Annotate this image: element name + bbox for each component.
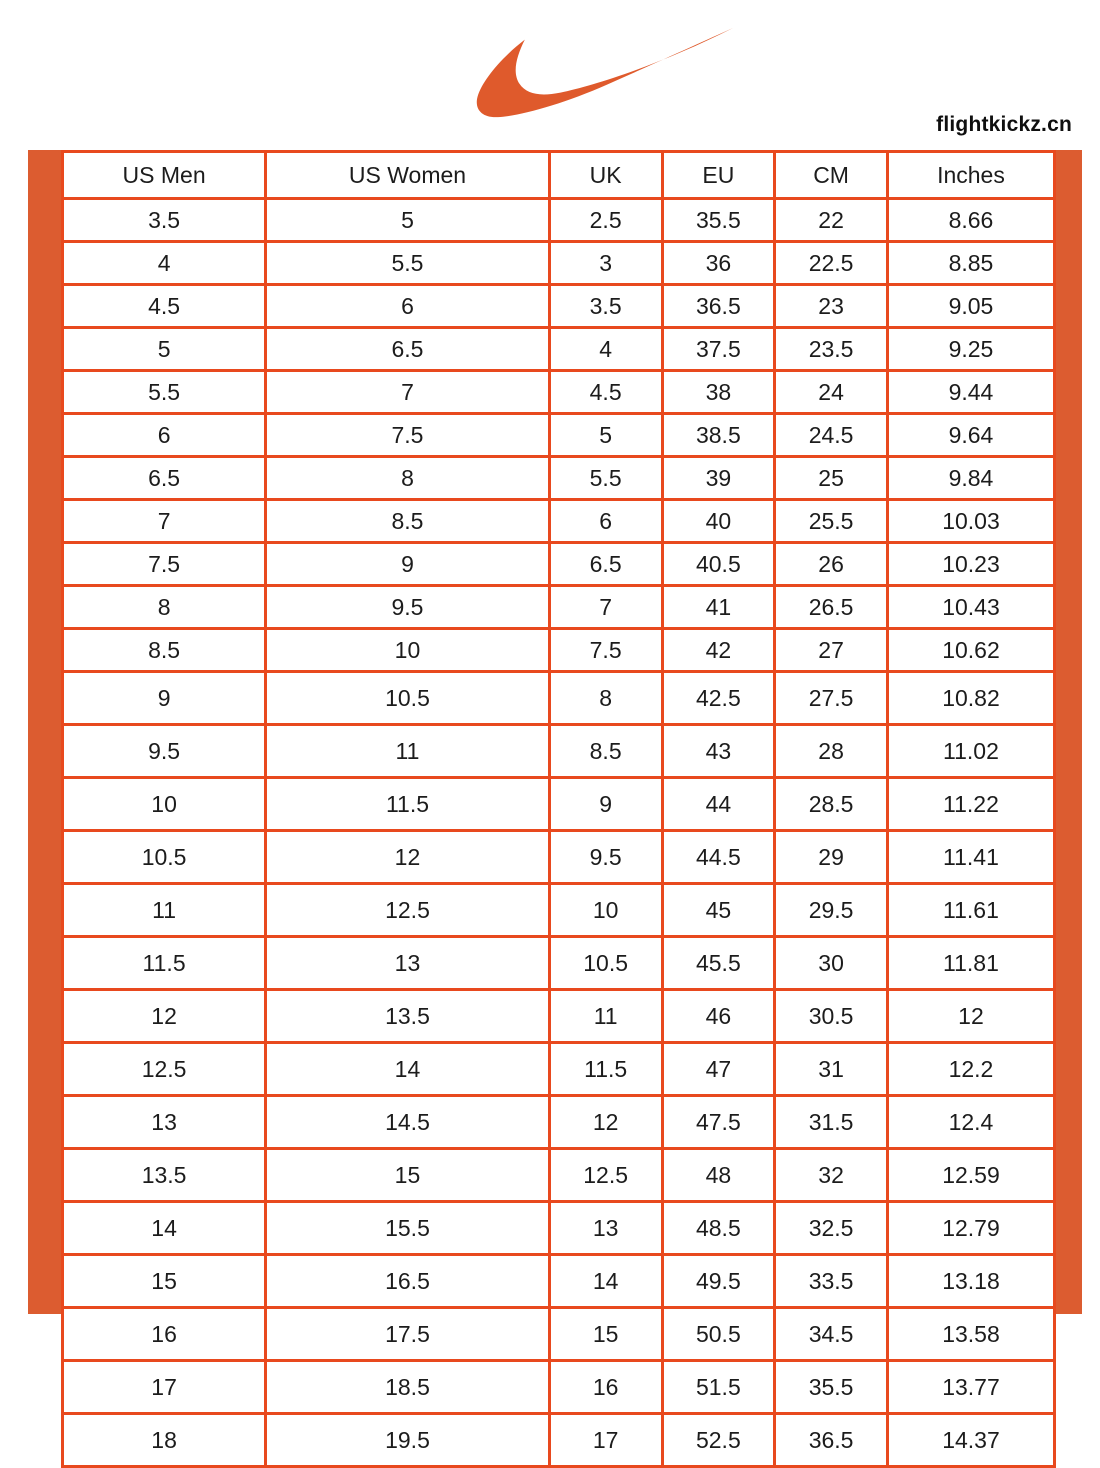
table-cell: 19.5: [266, 1414, 550, 1467]
table-cell: 10.5: [549, 937, 662, 990]
table-cell: 9.25: [887, 328, 1054, 371]
table-row: [63, 1255, 1055, 1308]
table-cell: 22: [775, 199, 888, 242]
table-cell: 11.5: [63, 937, 266, 990]
table-cell: 31.5: [775, 1096, 888, 1149]
table-cell: 10.62: [887, 629, 1054, 672]
table-row: [63, 831, 1055, 884]
table-cell: 6.5: [63, 457, 266, 500]
table-cell: 10.82: [887, 672, 1054, 725]
table-row: [63, 725, 1055, 778]
table-cell: 14.37: [887, 1414, 1054, 1467]
column-header: US Men: [63, 152, 266, 199]
table-cell: 30.5: [775, 990, 888, 1043]
table-cell: 16: [549, 1361, 662, 1414]
table-cell: 9: [549, 778, 662, 831]
table-cell: 9.64: [887, 414, 1054, 457]
table-cell: 12: [549, 1096, 662, 1149]
table-cell: 42: [662, 629, 775, 672]
table-cell: 17: [63, 1361, 266, 1414]
table-cell: 8.5: [266, 500, 550, 543]
table-row: [63, 937, 1055, 990]
table-cell: 11.02: [887, 725, 1054, 778]
column-header: EU: [662, 152, 775, 199]
right-accent-bar: [1056, 150, 1082, 1314]
table-cell: 12.5: [63, 1043, 266, 1096]
table-cell: 14.5: [266, 1096, 550, 1149]
table-cell: 4.5: [63, 285, 266, 328]
table-cell: 47: [662, 1043, 775, 1096]
table-cell: 7: [266, 371, 550, 414]
table-cell: 15: [549, 1308, 662, 1361]
table-cell: 16.5: [266, 1255, 550, 1308]
table-cell: 33.5: [775, 1255, 888, 1308]
table-cell: 11.41: [887, 831, 1054, 884]
table-cell: 35.5: [775, 1361, 888, 1414]
table-cell: 6.5: [266, 328, 550, 371]
table-row: [63, 285, 1055, 328]
table-cell: 9.84: [887, 457, 1054, 500]
table-cell: 10.5: [63, 831, 266, 884]
table-cell: 38.5: [662, 414, 775, 457]
table-cell: 27: [775, 629, 888, 672]
table-cell: 38: [662, 371, 775, 414]
table-cell: 32: [775, 1149, 888, 1202]
table-cell: 6.5: [549, 543, 662, 586]
table-cell: 5: [63, 328, 266, 371]
table-cell: 28: [775, 725, 888, 778]
table-cell: 3: [549, 242, 662, 285]
table-cell: 13: [266, 937, 550, 990]
table-cell: 12.79: [887, 1202, 1054, 1255]
table-cell: 15: [266, 1149, 550, 1202]
table-cell: 44: [662, 778, 775, 831]
table-cell: 4: [549, 328, 662, 371]
table-cell: 12.4: [887, 1096, 1054, 1149]
table-cell: 11: [549, 990, 662, 1043]
table-cell: 43: [662, 725, 775, 778]
table-cell: 34.5: [775, 1308, 888, 1361]
table-cell: 10: [549, 884, 662, 937]
table-cell: 23.5: [775, 328, 888, 371]
table-row: [63, 990, 1055, 1043]
table-cell: 13.58: [887, 1308, 1054, 1361]
column-header: CM: [775, 152, 888, 199]
table-cell: 24.5: [775, 414, 888, 457]
table-cell: 26: [775, 543, 888, 586]
table-cell: 9.5: [266, 586, 550, 629]
table-cell: 44.5: [662, 831, 775, 884]
table-cell: 8: [63, 586, 266, 629]
table-cell: 12.2: [887, 1043, 1054, 1096]
table-cell: 25.5: [775, 500, 888, 543]
table-cell: 10.03: [887, 500, 1054, 543]
table-cell: 9: [63, 672, 266, 725]
table-cell: 18.5: [266, 1361, 550, 1414]
table-cell: 35.5: [662, 199, 775, 242]
table-cell: 39: [662, 457, 775, 500]
table-cell: 49.5: [662, 1255, 775, 1308]
left-accent-bar: [28, 150, 61, 1314]
table-cell: 2.5: [549, 199, 662, 242]
table-cell: 47.5: [662, 1096, 775, 1149]
table-cell: 7.5: [63, 543, 266, 586]
table-row: [63, 1202, 1055, 1255]
table-cell: 9.5: [549, 831, 662, 884]
table-cell: 42.5: [662, 672, 775, 725]
table-cell: 10: [63, 778, 266, 831]
table-cell: 14: [63, 1202, 266, 1255]
table-cell: 45: [662, 884, 775, 937]
table-row: [63, 1414, 1055, 1467]
table-row: [63, 1043, 1055, 1096]
column-header: Inches: [887, 152, 1054, 199]
table-cell: 5: [549, 414, 662, 457]
table-cell: 11.22: [887, 778, 1054, 831]
table-cell: 12.5: [266, 884, 550, 937]
table-row: [63, 199, 1055, 242]
table-cell: 7: [549, 586, 662, 629]
table-cell: 11: [63, 884, 266, 937]
table-cell: 17.5: [266, 1308, 550, 1361]
table-cell: 12.5: [549, 1149, 662, 1202]
table-cell: 11: [266, 725, 550, 778]
table-cell: 28.5: [775, 778, 888, 831]
table-cell: 9.5: [63, 725, 266, 778]
table-cell: 37.5: [662, 328, 775, 371]
table-cell: 13.18: [887, 1255, 1054, 1308]
table-cell: 9.44: [887, 371, 1054, 414]
table-cell: 5.5: [549, 457, 662, 500]
table-cell: 7.5: [266, 414, 550, 457]
table-row: [63, 1096, 1055, 1149]
table-cell: 12: [266, 831, 550, 884]
table-cell: 9.05: [887, 285, 1054, 328]
table-cell: 10.23: [887, 543, 1054, 586]
table-cell: 3.5: [549, 285, 662, 328]
column-header: US Women: [266, 152, 550, 199]
table-cell: 36.5: [662, 285, 775, 328]
table-cell: 18: [63, 1414, 266, 1467]
table-cell: 32.5: [775, 1202, 888, 1255]
table-row: [63, 414, 1055, 457]
table-cell: 30: [775, 937, 888, 990]
table-cell: 13: [63, 1096, 266, 1149]
header: [0, 0, 1100, 150]
table-row: [63, 778, 1055, 831]
table-cell: 7: [63, 500, 266, 543]
table-cell: 8.85: [887, 242, 1054, 285]
table-row: [63, 328, 1055, 371]
nike-swoosh-logo-icon: [450, 24, 735, 122]
table-cell: 16: [63, 1308, 266, 1361]
size-table: [61, 150, 1056, 1468]
table-cell: 8.66: [887, 199, 1054, 242]
table-cell: 12: [887, 990, 1054, 1043]
column-header: UK: [549, 152, 662, 199]
table-cell: 23: [775, 285, 888, 328]
table-cell: 12.59: [887, 1149, 1054, 1202]
table-cell: 5: [266, 199, 550, 242]
table-cell: 6: [549, 500, 662, 543]
table-cell: 46: [662, 990, 775, 1043]
watermark-text: flightkickz.cn: [936, 113, 1072, 136]
table-row: [63, 242, 1055, 285]
table-cell: 41: [662, 586, 775, 629]
size-table-body: [63, 199, 1055, 1467]
table-cell: 17: [549, 1414, 662, 1467]
table-cell: 52.5: [662, 1414, 775, 1467]
table-cell: 36: [662, 242, 775, 285]
table-cell: 36.5: [775, 1414, 888, 1467]
table-cell: 50.5: [662, 1308, 775, 1361]
table-cell: 48: [662, 1149, 775, 1202]
table-cell: 25: [775, 457, 888, 500]
table-row: [63, 1361, 1055, 1414]
table-cell: 29: [775, 831, 888, 884]
table-cell: 31: [775, 1043, 888, 1096]
table-row: [63, 1149, 1055, 1202]
table-cell: 26.5: [775, 586, 888, 629]
table-cell: 10.5: [266, 672, 550, 725]
table-cell: 40: [662, 500, 775, 543]
table-row: [63, 500, 1055, 543]
size-table-head: [63, 152, 1055, 199]
table-cell: 51.5: [662, 1361, 775, 1414]
table-cell: 48.5: [662, 1202, 775, 1255]
table-cell: 4: [63, 242, 266, 285]
table-row: [63, 371, 1055, 414]
table-row: [63, 1308, 1055, 1361]
table-cell: 13: [549, 1202, 662, 1255]
table-row: [63, 884, 1055, 937]
table-cell: 24: [775, 371, 888, 414]
table-row: [63, 672, 1055, 725]
table-cell: 8: [266, 457, 550, 500]
table-cell: 13.5: [266, 990, 550, 1043]
table-cell: 10.43: [887, 586, 1054, 629]
table-cell: 29.5: [775, 884, 888, 937]
table-cell: 11.81: [887, 937, 1054, 990]
table-cell: 7.5: [549, 629, 662, 672]
table-cell: 8.5: [549, 725, 662, 778]
table-cell: 40.5: [662, 543, 775, 586]
table-cell: 3.5: [63, 199, 266, 242]
table-cell: 8: [549, 672, 662, 725]
table-cell: 11.5: [549, 1043, 662, 1096]
size-chart: [28, 150, 1082, 1453]
table-cell: 45.5: [662, 937, 775, 990]
table-cell: 6: [63, 414, 266, 457]
table-cell: 8.5: [63, 629, 266, 672]
table-cell: 13.77: [887, 1361, 1054, 1414]
table-cell: 15.5: [266, 1202, 550, 1255]
table-cell: 9: [266, 543, 550, 586]
table-cell: 11.5: [266, 778, 550, 831]
header-row: [63, 152, 1055, 199]
table-row: [63, 457, 1055, 500]
table-cell: 14: [266, 1043, 550, 1096]
table-cell: 11.61: [887, 884, 1054, 937]
table-cell: 5.5: [266, 242, 550, 285]
table-cell: 27.5: [775, 672, 888, 725]
table-cell: 22.5: [775, 242, 888, 285]
table-cell: 6: [266, 285, 550, 328]
table-row: [63, 543, 1055, 586]
table-row: [63, 629, 1055, 672]
table-cell: 12: [63, 990, 266, 1043]
table-row: [63, 586, 1055, 629]
table-cell: 5.5: [63, 371, 266, 414]
table-cell: 10: [266, 629, 550, 672]
table-cell: 14: [549, 1255, 662, 1308]
table-cell: 13.5: [63, 1149, 266, 1202]
table-cell: 15: [63, 1255, 266, 1308]
table-cell: 4.5: [549, 371, 662, 414]
